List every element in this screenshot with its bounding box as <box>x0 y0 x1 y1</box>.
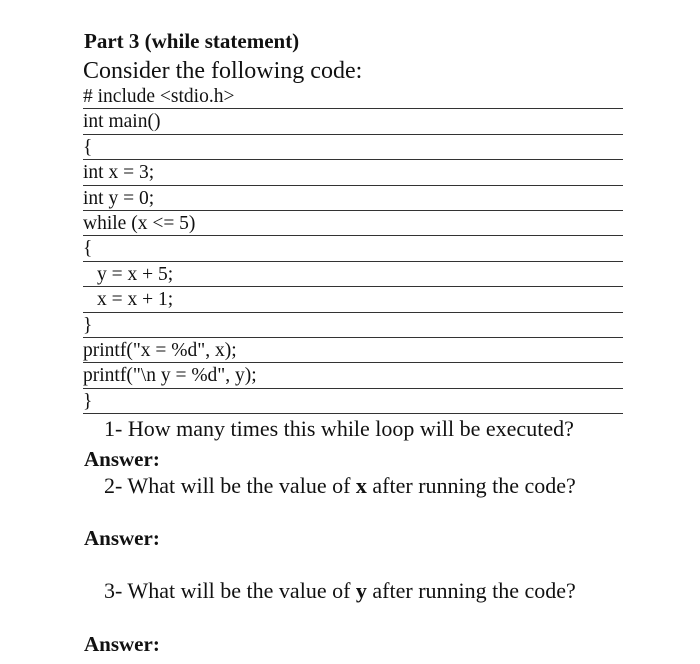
question-1 <box>104 415 574 443</box>
code-line <box>83 84 623 109</box>
code-line-text: { <box>83 136 93 158</box>
question-2-variable: x <box>355 473 367 498</box>
code-line <box>83 160 623 185</box>
code-line <box>83 363 623 388</box>
code-line <box>83 211 623 236</box>
intro-text: Consider the following code: <box>83 58 363 84</box>
answer-label-3: Answer: <box>84 632 160 656</box>
code-line-text: printf("\n y = %d", y); <box>83 365 257 387</box>
section-heading: Part 3 (while statement) <box>84 29 300 53</box>
code-line-text: printf("x = %d", x); <box>83 339 237 361</box>
code-line <box>83 186 623 211</box>
code-line <box>83 389 623 414</box>
code-line <box>83 287 623 312</box>
question-3-suffix: after running the code? <box>366 578 576 603</box>
question-3-prefix: 3- What will be the value of <box>104 578 356 603</box>
question-3 <box>104 577 576 605</box>
code-line-text: # include <stdio.h> <box>83 86 235 107</box>
code-block <box>83 84 623 414</box>
code-line <box>83 109 623 134</box>
code-line-text: } <box>83 390 93 412</box>
question-2-suffix: after running the code? <box>366 473 576 498</box>
code-line-text: { <box>83 238 93 260</box>
code-line-text: y = x + 5; <box>97 263 174 285</box>
code-line-text: int x = 3; <box>83 162 155 184</box>
code-line-text: int y = 0; <box>83 187 155 209</box>
code-line <box>83 313 623 338</box>
code-line <box>83 135 623 160</box>
question-3-variable: y <box>355 578 367 603</box>
answer-label-1: Answer: <box>84 447 160 471</box>
code-line-text: x = x + 1; <box>97 289 174 311</box>
code-line <box>83 338 623 363</box>
answer-label-2: Answer: <box>84 526 160 550</box>
question-2 <box>104 472 576 500</box>
code-line-text: while (x <= 5) <box>83 212 196 234</box>
code-line <box>83 236 623 261</box>
code-line-text: int main() <box>83 111 161 133</box>
question-2-prefix: 2- What will be the value of <box>104 473 356 498</box>
code-line-text: } <box>83 314 93 336</box>
question-1-text: 1- How many times this while loop will be executed? <box>104 416 574 441</box>
code-line <box>83 262 623 287</box>
